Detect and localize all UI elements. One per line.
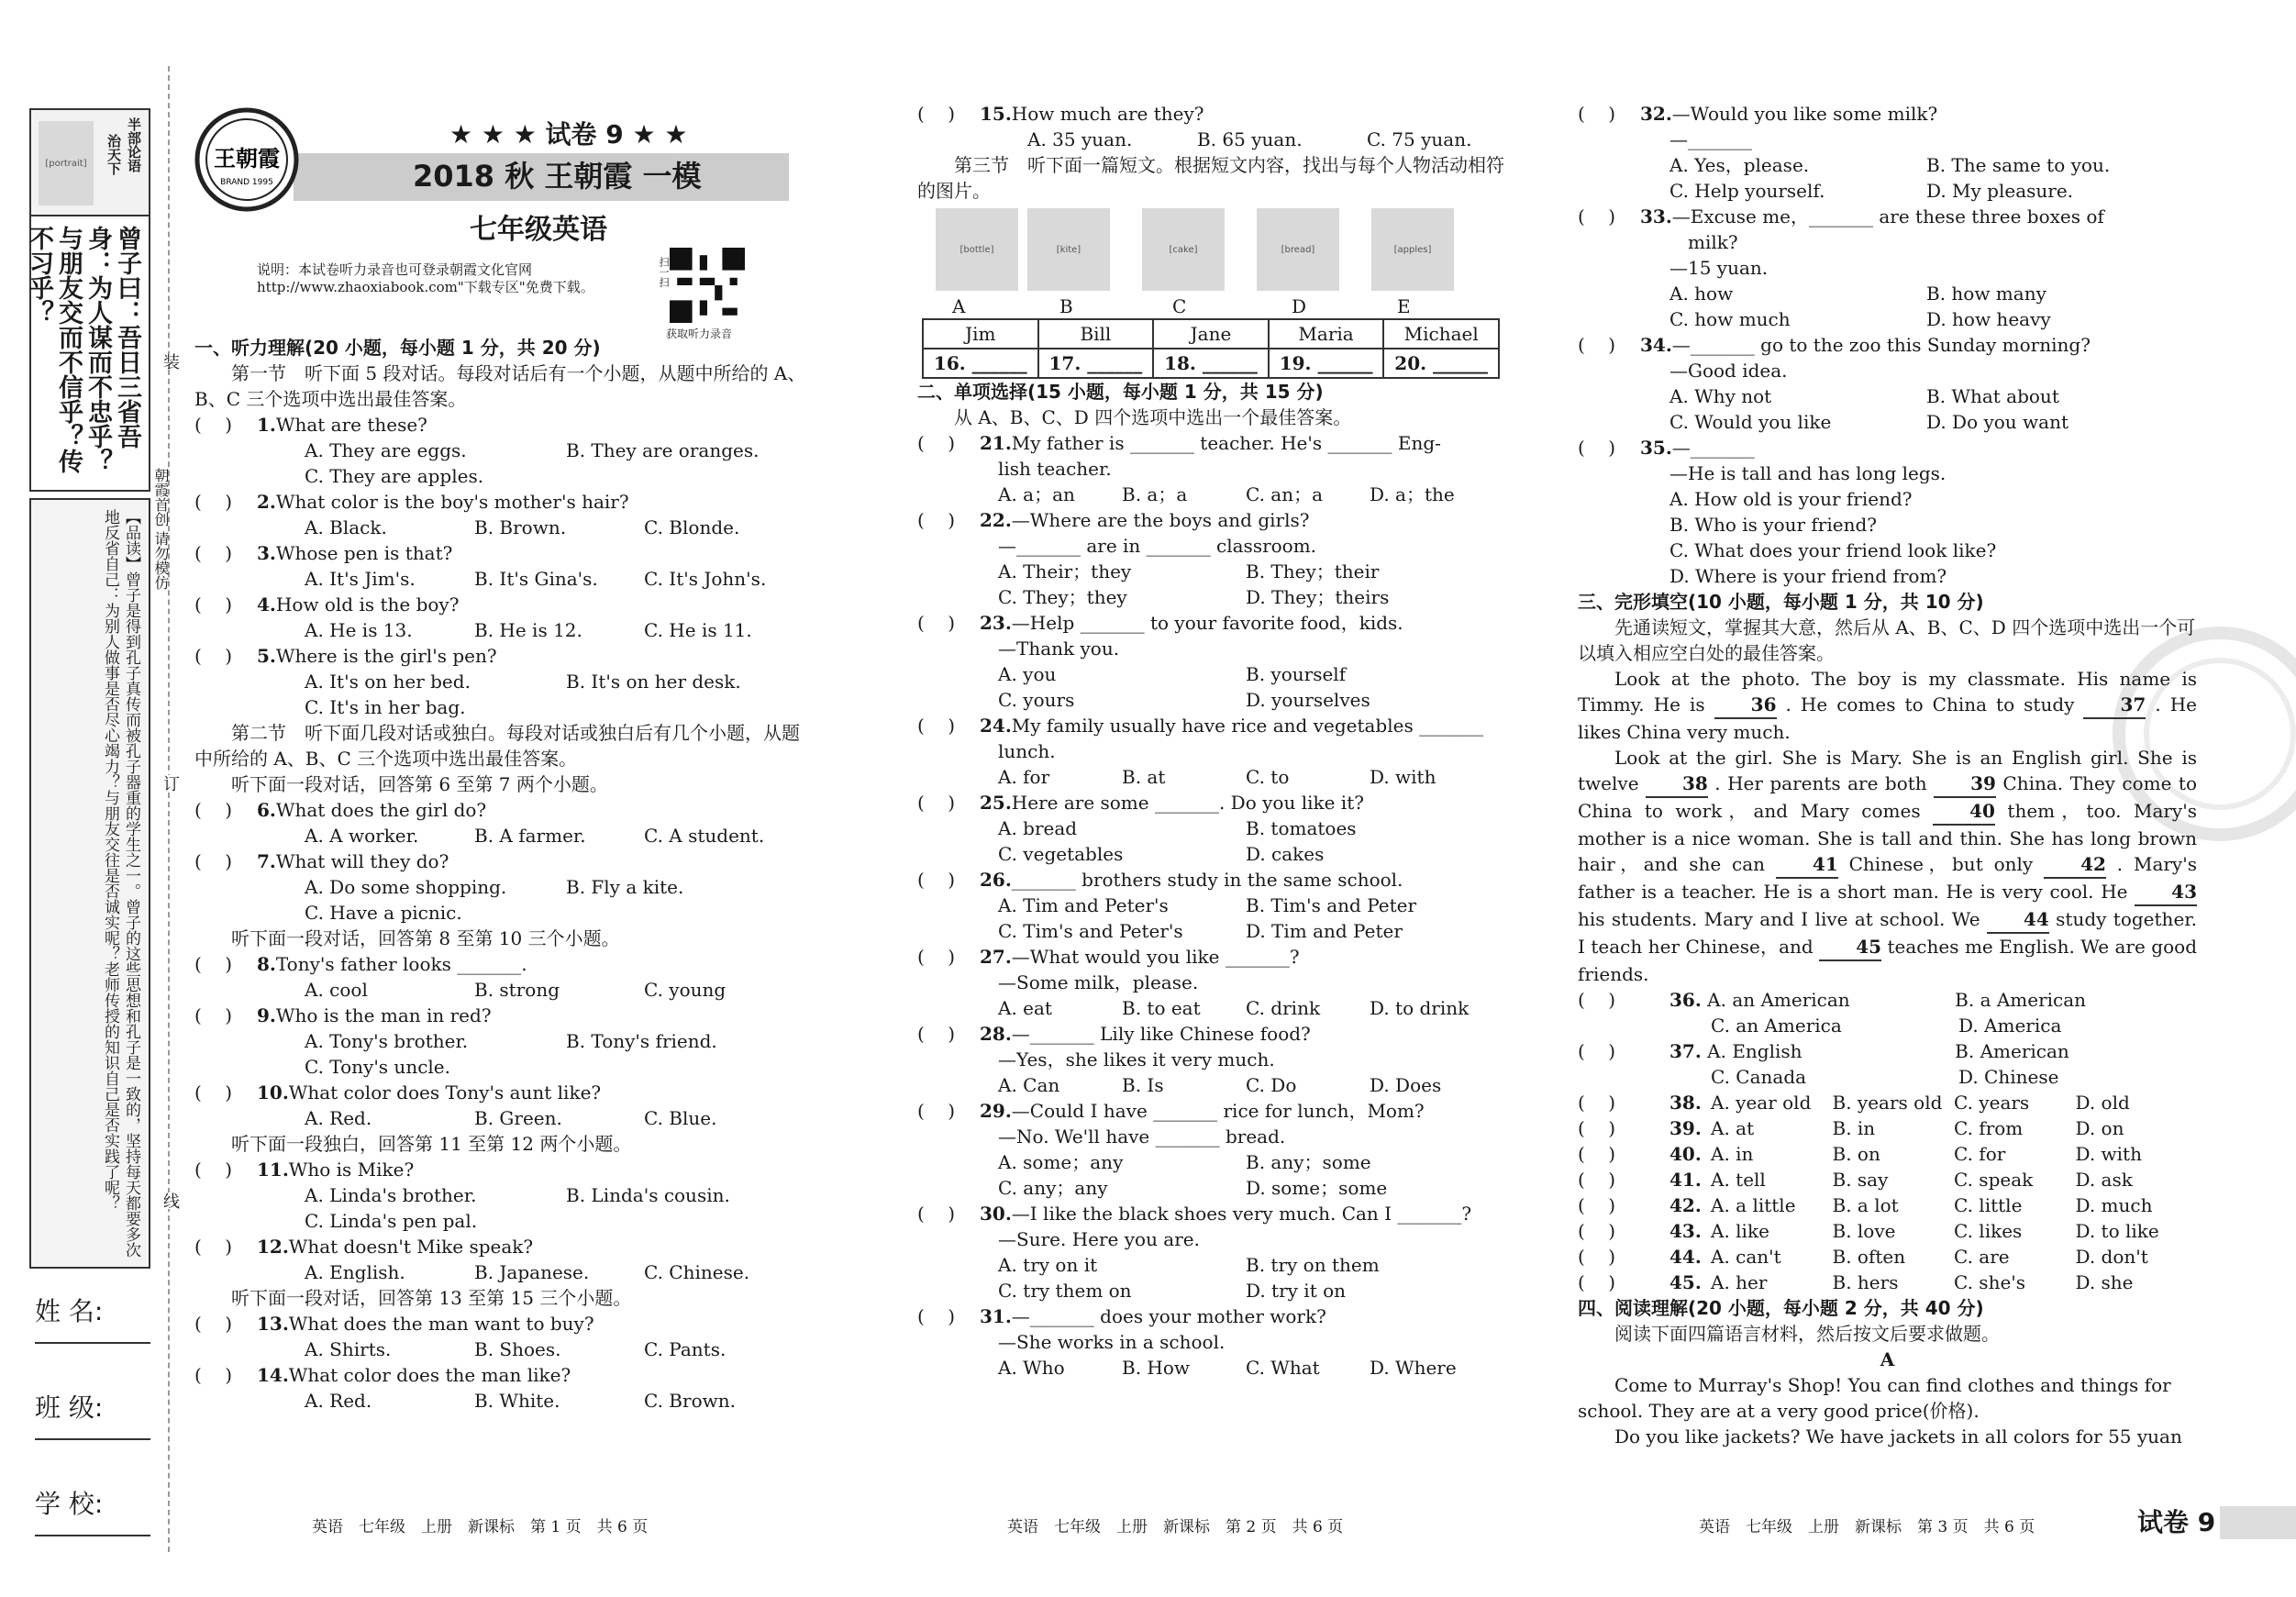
instruction-13-15: 听下面一段对话，回答第 13 至第 15 三个小题。 [231, 1287, 632, 1309]
option-text: A. her [1711, 1271, 1768, 1293]
question-24: ( ) 24. My family usually have rice and vegetables _______ lunch. A. for B. at C. to D. with [917, 715, 1484, 788]
question-4: ( ) 4. How old is the boy? A. He is 13. B. He is 12. C. He is 11. [194, 593, 752, 641]
option-text: B. a lot [1832, 1194, 1899, 1216]
cloze-option-row: ( ) 41. A. tell B. say C. speak D. ask [1578, 1167, 2197, 1192]
question-36: ( ) 36. A. an American B. a American C. an America D. America [1578, 989, 2087, 1037]
cloze-options-38-45 [1578, 1090, 2197, 1295]
picture-row [917, 204, 1504, 318]
pindu-box [29, 498, 150, 1269]
option-text: A. can't [1711, 1246, 1781, 1268]
exam-note: 说明：本试卷听力录音也可登录朝霞文化官网 http://www.zhaoxiabook.com"下载专区"免费下载。 [257, 261, 594, 295]
section-1-instruction: 第一节 听下面 5 段对话。每段对话后有一个小题，从题中所给的 A、B、C 三个选项中选出最佳答案。 [194, 362, 806, 410]
picture-b-kite-icon: [kite] [1027, 208, 1110, 291]
cloze-option-row: ( ) 38. A. year old B. years old C. years D. old [1578, 1090, 2197, 1115]
answer-cell[interactable]: 19. ______ [1269, 349, 1384, 378]
question-33: ( ) 33. —Excuse me，_______ are these three boxes of milk? —15 yuan. A. how B. how many C. how much D. how heavy [1578, 205, 2104, 330]
column-1 [194, 335, 814, 1414]
cloze-option-row: ( ) 40. A. in B. on C. for D. with [1578, 1141, 2197, 1167]
option-text: B. years old [1832, 1092, 1943, 1114]
question-3: ( ) 3. Whose pen is that? A. It's Jim's. B. It's Gina's. C. It's John's. [194, 542, 767, 590]
page-footer-3: 英语 七年级 上册 新课标 第 3 页 共 6 页 [1699, 1518, 2035, 1536]
name-cell: Jane [1153, 319, 1269, 349]
option-text: D. she [2075, 1271, 2134, 1293]
class-field[interactable] [35, 1438, 150, 1440]
qr-caption: 获取听力录音 [666, 327, 733, 340]
reading-instruction: 阅读下面四篇语言材料，然后按文后要求做题。 [1614, 1323, 2000, 1345]
option-text: A. like [1711, 1220, 1769, 1242]
qr-side-label: 扫一扫 [658, 257, 670, 287]
option-text: B. often [1832, 1246, 1906, 1268]
cloze-blank[interactable]: 44 [1987, 906, 2049, 934]
binding-cut-line [168, 66, 170, 1552]
question-number: 40. [1669, 1143, 1702, 1165]
question-37: ( ) 37. A. English B. American C. Canada D. Chinese [1578, 1040, 2069, 1088]
logo-text: 王朝霞 [214, 145, 280, 172]
school-label: 学 校: [35, 1489, 104, 1519]
cloze-option-row: ( ) 39. A. at B. in C. from D. on [1578, 1115, 2197, 1141]
confucius-portrait: [portrait] [39, 121, 94, 205]
question-27: ( ) 27. —What would you like _______? —Some milk，please. A. eat B. to eat C. drink D. to drink [917, 946, 1470, 1019]
option-text: C. are [1954, 1246, 2010, 1268]
option-text: C. she's [1954, 1271, 2026, 1293]
question-28: ( ) 28. —_______ Lily like Chinese food? —Yes，she likes it very much. A. Can B. Is C. Do D. Does [917, 1023, 1442, 1096]
question-1: ( ) 1. What are these? A. They are eggs. B. They are oranges. C. They are apples. [194, 414, 760, 487]
motto-half-analects: 半部论语 [126, 117, 142, 172]
motto-rule-world: 治天下 [105, 134, 122, 175]
picture-label-c: C [1172, 295, 1187, 317]
option-text: C. from [1954, 1117, 2024, 1139]
section-reading: 四、阅读理解(20 小题，每小题 2 分，共 40 分) [1578, 1297, 1984, 1319]
cloze-blank[interactable]: 41 [1776, 851, 1838, 879]
badge-bar [2220, 1506, 2296, 1539]
question-9: ( ) 9. Who is the man in red? A. Tony's brother. B. Tony's friend. C. Tony's uncle. [194, 1004, 717, 1078]
answer-cell[interactable]: 17. ______ [1038, 349, 1154, 378]
cloze-option-row: ( ) 42. A. a little B. a lot C. little D. much [1578, 1192, 2197, 1218]
question-22: ( ) 22. —Where are the boys and girls? —_______ are in _______ classroom. A. Their；they B. They；their C. They；they D. They；theirs [917, 509, 1390, 608]
question-7: ( ) 7. What will they do? A. Do some shopping. B. Fly a kite. C. Have a picnic. [194, 850, 684, 924]
cut-label-zhuang: 装 [154, 353, 182, 370]
picture-label-e: E [1397, 295, 1411, 317]
option-text: B. on [1832, 1143, 1880, 1165]
option-text: C. speak [1954, 1169, 2034, 1191]
cut-label-xian: 线 [154, 1192, 182, 1209]
class-label: 班 级: [35, 1392, 104, 1423]
question-12: ( ) 12. What doesn't Mike speak? A. English. B. Japanese. C. Chinese. [194, 1236, 750, 1283]
cloze-blank[interactable]: 40 [1933, 798, 1995, 826]
question-number: 45. [1669, 1271, 1702, 1293]
quote-text: 曾子曰：吾日三省吾身：为人谋而不忠乎？与朋友交而不信乎？传不习乎？ [25, 226, 141, 473]
name-cell: Michael [1383, 319, 1499, 349]
question-number: 38. [1669, 1092, 1702, 1114]
page-footer-1: 英语 七年级 上册 新课标 第 1 页 共 6 页 [312, 1518, 649, 1536]
question-6: ( ) 6. What does the girl do? A. A worker. B. A farmer. C. A student. [194, 799, 765, 847]
section-cloze: 三、完形填空(10 小题，每小题 1 分，共 10 分) [1578, 591, 1984, 613]
question-35: ( ) 35. —_______ —He is tall and has long legs. A. How old is your friend? B. Who is your friend? C. What does your friend look like? D. Where is your friend from? [1578, 437, 1997, 587]
pindu-text: 【品读】曾子是得到孔子真传而被孔子器重的学生之一。曾子的这些思想和孔子是一致的，坚持每天都要多次地反省自己：为别人做事是否尽心竭力？与朋友交往是否诚实呢？老师传授的知识自己是否实践了呢？ [101, 509, 140, 1258]
column-3 [1578, 101, 2197, 1449]
instruction-8-10: 听下面一段对话，回答第 8 至第 10 三个小题。 [231, 927, 620, 949]
cloze-blank[interactable]: 43 [2135, 879, 2197, 906]
question-number: 39. [1669, 1117, 1702, 1139]
cloze-blank[interactable]: 37 [2083, 692, 2146, 719]
picture-e-apples-icon: [apples] [1371, 208, 1454, 291]
question-14: ( ) 14. What color does the man like? A. Red. B. White. C. Brown. [194, 1364, 736, 1412]
cloze-blank[interactable]: 36 [1714, 692, 1777, 719]
cloze-option-row: ( ) 44. A. can't B. often C. are D. don't [1578, 1244, 2197, 1270]
option-text: A. year old [1711, 1092, 1812, 1114]
question-number: 41. [1669, 1169, 1702, 1191]
answer-cell[interactable]: 18. ______ [1153, 349, 1269, 378]
question-34: ( ) 34. —_______ go to the zoo this Sunday morning? —Good idea. A. Why not B. What about C. Would you like D. Do you want [1578, 334, 2091, 433]
question-10: ( ) 10. What color does Tony's aunt like? A. Red. B. Green. C. Blue. [194, 1081, 717, 1129]
qr-code-icon[interactable] [670, 248, 745, 323]
page-footer-2: 英语 七年级 上册 新课标 第 2 页 共 6 页 [1007, 1518, 1344, 1536]
question-30: ( ) 30. —I like the black shoes very much. Can I _______? —Sure. Here you are. A. try on it B. try on them C. try them on D. try it on [917, 1203, 1472, 1302]
option-text: D. old [2075, 1092, 2130, 1114]
option-text: A. tell [1711, 1169, 1766, 1191]
copyright-note: 朝霞首创 请勿模仿 [152, 468, 170, 591]
passage-a-paragraph-2: Do you like jackets? We have jackets in all colors for 55 yuan [1614, 1425, 2182, 1447]
name-cell: Jim [923, 319, 1038, 349]
passage-label: A [1880, 1348, 1895, 1370]
exam-header [183, 105, 807, 340]
section-3-instruction: 第三节 听下面一篇短文。根据短文内容，找出与每个人物活动相符的图片。 [917, 154, 1504, 202]
cloze-blank[interactable]: 45 [1819, 934, 1881, 961]
cloze-option-row: ( ) 45. A. her B. hers C. she's D. she [1578, 1270, 2197, 1295]
name-label: 姓 名: [35, 1296, 104, 1326]
sidebar [25, 108, 150, 1519]
question-number: 42. [1669, 1194, 1702, 1216]
cloze-blank[interactable]: 42 [2044, 851, 2106, 879]
name-field[interactable] [35, 1342, 150, 1344]
paper-badge: 试卷 9 [2137, 1507, 2216, 1537]
column-2 [917, 101, 1504, 1381]
question-31: ( ) 31. —_______ does your mother work? —She works in a school. A. Who B. How C. What D. Where [917, 1305, 1457, 1379]
exam-subtitle: 七年级英语 [470, 214, 607, 246]
question-32: ( ) 32. —Would you like some milk? —_______ A. Yes，please. B. The same to you. C. Help yourself. D. My pleasure. [1578, 103, 2111, 202]
option-text: D. to like [2075, 1220, 2159, 1242]
quote-box [25, 216, 150, 492]
instruction-6-7: 听下面一段对话，回答第 6 至第 7 两个小题。 [231, 773, 608, 795]
question-15: ( ) 15. How much are they? A. 35 yuan. B. 65 yuan. C. 75 yuan. [917, 103, 1472, 150]
option-text: B. say [1832, 1169, 1889, 1191]
section-single-choice: 二、单项选择(15 小题，每小题 1 分，共 15 分) [917, 381, 1324, 403]
question-11: ( ) 11. Who is Mike? A. Linda's brother. B. Linda's cousin. C. Linda's pen pal. [194, 1159, 730, 1232]
cloze-instruction: 先通读短文，掌握其大意，然后从 A、B、C、D 四个选项中选出一个可以填入相应空白处的最佳答案。 [1578, 616, 2196, 664]
cloze-paragraph-1: Look at the photo. The boy is my classmate. His name is Timmy. He is 36 . He comes to China to study 37 . He likes China very much. [1578, 668, 2197, 743]
question-23: ( ) 23. —Help _______ to your favorite food，kids. —Thank you. A. you B. yourself C. yours D. yourselves [917, 612, 1403, 711]
option-text: D. don't [2075, 1246, 2148, 1268]
name-cell: Bill [1038, 319, 1154, 349]
option-text: D. with [2075, 1143, 2142, 1165]
option-text: A. in [1711, 1143, 1754, 1165]
logo-sub: BRAND 1995 [220, 178, 273, 187]
picture-d-bread-icon: [bread] [1257, 208, 1339, 291]
section-listening: 一、听力理解(20 小题，每小题 1 分，共 20 分) [194, 337, 601, 359]
option-text: A. at [1711, 1117, 1755, 1139]
paper-number: ★ ★ ★ 试卷 9 ★ ★ [449, 119, 688, 150]
cloze-paragraph-2: Look at the girl. She is Mary. She is an English girl. She is twelve 38 . Her parents are both 39 China. They come to China to work，and Mary comes 40 them，too. Mary's mother is a nice woman. She is tall and thin. She has long brown hair，and she can 41 Chinese，but only 42 . Mary's father is a teacher. He is a short man. He is very cool. He 43 his students. Mary and I live at school. We 44 study together. I teach her Chinese，and 45 teaches me English. We are good friends. [1578, 747, 2197, 985]
name-cell: Maria [1269, 319, 1384, 349]
option-text: C. years [1954, 1092, 2030, 1114]
passage-a-paragraph-1: Come to Murray's Shop! You can find clothes and things for school. They are at a very good price(价格). [1578, 1374, 2171, 1422]
question-8: ( ) 8. Tony's father looks _______. A. cool B. strong C. young [194, 953, 727, 1001]
cloze-blank[interactable]: 38 [1646, 771, 1708, 798]
option-text: B. in [1832, 1117, 1876, 1139]
brand-logo-icon [193, 105, 301, 214]
option-text: B. love [1832, 1220, 1896, 1242]
answer-cell[interactable]: 20. ______ [1383, 349, 1499, 378]
section-2-instruction: 第二节 听下面几段对话或独白。每段对话或独白后有几个小题，从题中所给的 A、B、C 三个选项中选出最佳答案。 [194, 722, 800, 770]
question-13: ( ) 13. What does the man want to buy? A. Shirts. B. Shoes. C. Pants. [194, 1313, 727, 1360]
picture-a-drink-icon: [bottle] [936, 208, 1018, 291]
question-2: ( ) 2. What color is the boy's mother's hair? A. Black. B. Brown. C. Blonde. [194, 491, 740, 538]
question-number: 44. [1669, 1246, 1702, 1268]
option-text: D. ask [2075, 1169, 2133, 1191]
picture-c-cake-icon: [cake] [1142, 208, 1225, 291]
cloze-blank[interactable]: 39 [1934, 771, 1996, 798]
option-text: C. little [1954, 1194, 2023, 1216]
picture-label-b: B [1059, 295, 1073, 317]
picture-label-a: A [952, 295, 966, 317]
picture-label-d: D [1292, 295, 1307, 317]
question-26: ( ) 26. _______ brothers study in the same school. A. Tim and Peter's B. Tim's and Peter C. Tim's and Peter's D. Tim and Peter [917, 869, 1417, 942]
question-5: ( ) 5. Where is the girl's pen? A. It's on her bed. B. It's on her desk. C. It's in her bag. [194, 645, 741, 718]
question-29: ( ) 29. —Could I have _______ rice for lunch，Mom? —No. We'll have _______ bread. A. some；any B. any；some C. any；any D. some；some [917, 1100, 1425, 1199]
option-text: B. hers [1832, 1271, 1899, 1293]
motto-box [29, 108, 150, 216]
question-25: ( ) 25. Here are some _______. Do you like it? A. bread B. tomatoes C. vegetables D. cakes [917, 792, 1364, 865]
cloze-option-row: ( ) 43. A. like B. love C. likes D. to like [1578, 1218, 2197, 1244]
option-text: D. on [2075, 1117, 2124, 1139]
option-text: C. likes [1954, 1220, 2023, 1242]
question-21: ( ) 21. My father is _______ teacher. He's _______ Eng- lish teacher. A. a；an B. a；a C. an；a D. a；the [917, 432, 1455, 505]
question-number: 43. [1669, 1220, 1702, 1242]
exam-title: 2018 秋 王朝霞 一模 [413, 159, 702, 194]
single-choice-instruction: 从 A、B、C、D 四个选项中选出一个最佳答案。 [954, 406, 1352, 428]
option-text: C. for [1954, 1143, 2006, 1165]
option-text: A. a little [1711, 1194, 1796, 1216]
option-text: D. much [2075, 1194, 2153, 1216]
cut-label-ding: 订 [154, 775, 182, 792]
matching-table [922, 318, 1500, 379]
instruction-11-12: 听下面一段独白，回答第 11 至第 12 两个小题。 [231, 1133, 632, 1155]
school-field[interactable] [35, 1535, 150, 1536]
answer-cell[interactable]: 16. ______ [923, 349, 1038, 378]
